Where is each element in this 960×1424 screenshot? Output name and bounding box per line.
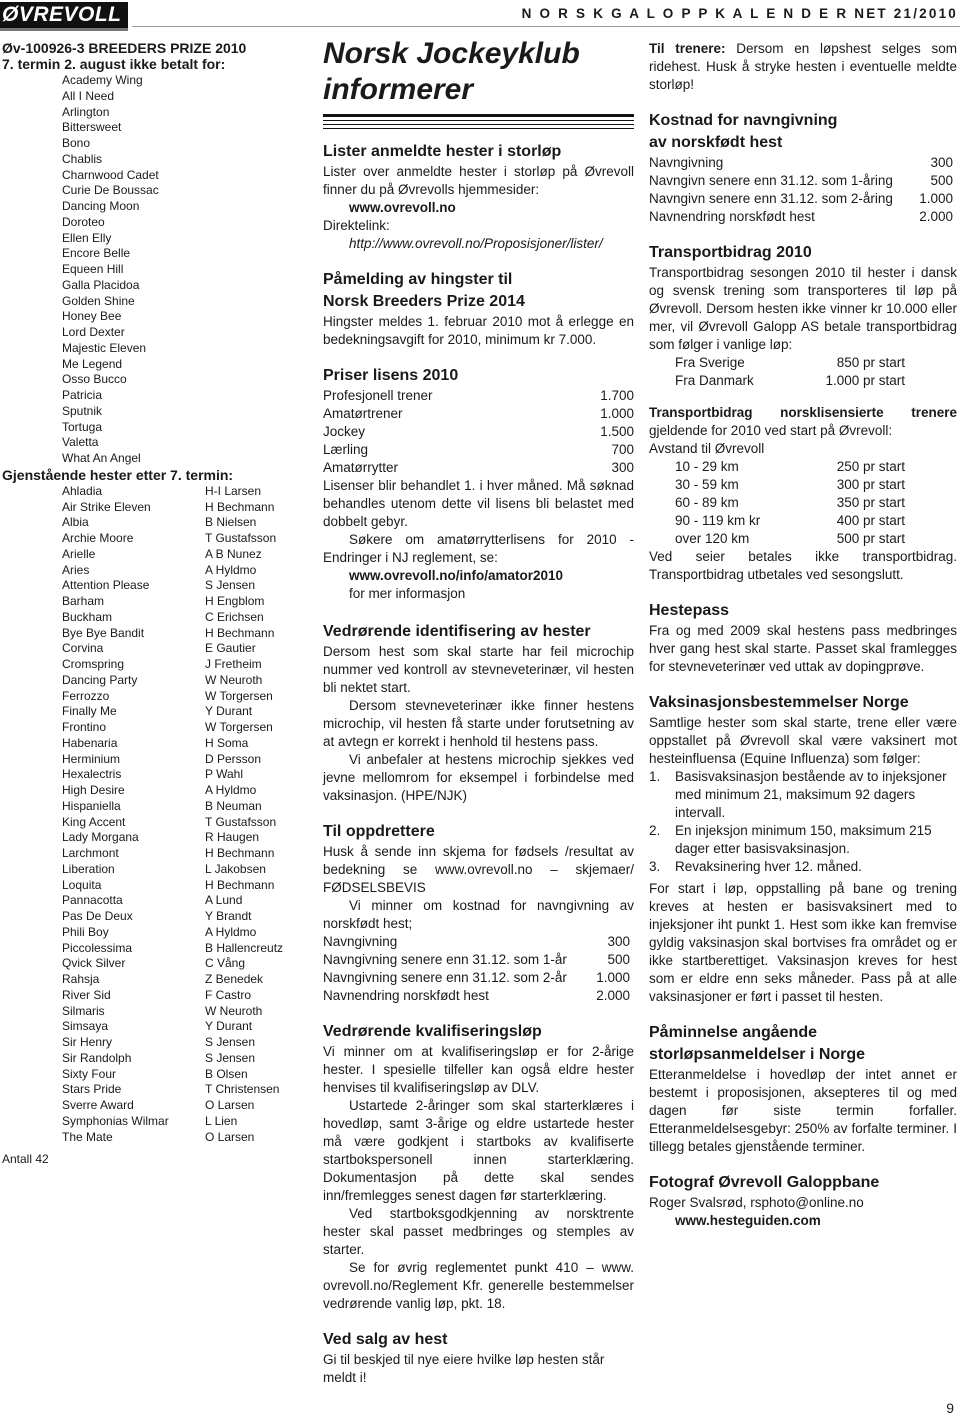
naming-cost-row — [323, 969, 630, 987]
navngivning-heading: Kostnad for navngivning — [649, 112, 838, 129]
section-norsklisens — [649, 404, 957, 584]
lisens-price-row-label: Amatørrytter — [323, 460, 399, 475]
trainer-name-cell: F Castro — [205, 987, 252, 1002]
horse-name-cell: Buckham — [62, 609, 113, 624]
distance-rate-row-value: 500 pr start — [836, 531, 905, 546]
transport-rate-row-value: 850 pr start — [836, 355, 905, 370]
oppdrettere-p1: Husk å sende inn skjema for fødsels /resultat av bedekning se www.ovrevoll.no – skjemaer/ FØDSELSBEVIS — [323, 844, 634, 895]
trainer-name-cell: H Bechmann — [205, 625, 275, 640]
trainer-name-cell: W Neuroth — [205, 672, 263, 687]
naming-fee-row — [649, 154, 953, 172]
naming-fee-row — [649, 172, 953, 190]
page-number: 9 — [946, 1400, 954, 1416]
trainer-name-cell: A Lund — [205, 893, 243, 908]
identifisering-p2: Dersom stevneveterinær ikke finner hestens microchip, vil hesten få starte under forutsetning av at avtegn er korrekt i henhold til hestens pass. — [323, 698, 634, 749]
unpaid-horse-item: Arlington — [62, 104, 110, 119]
section-navngivning — [649, 110, 957, 226]
unpaid-horse-list — [2, 73, 300, 467]
naming-cost-row-label: Navnendring norskfødt hest — [323, 988, 489, 1003]
horse-name-cell: Liberation — [62, 861, 115, 876]
horse-name-cell: Stars Pride — [62, 1082, 122, 1097]
lisens-price-row-value: 1.700 — [600, 388, 634, 403]
lisens-price-row — [323, 441, 634, 459]
lisens-price-row — [323, 423, 634, 441]
unpaid-horse-item: Encore Belle — [62, 246, 131, 261]
horse-name-cell: Cromspring — [62, 657, 125, 671]
section-hestepass — [649, 600, 957, 676]
transport-rate-row-label: Fra Sverige — [675, 355, 745, 370]
identifisering-p3: Vi anbefaler at hestens microchip sjekkes ved jevne mellomrom for eksempel i forbindelse med vaksinasjon. (HPE/NJK) — [323, 752, 634, 803]
brand-logo: ØVREVOLL — [0, 2, 128, 28]
unpaid-horse-item: Chablis — [62, 151, 103, 166]
section-identifisering — [323, 621, 634, 805]
distance-rate-row-value: 350 pr start — [836, 495, 905, 510]
unpaid-horse-item: Sputnik — [62, 403, 103, 418]
trainer-name-cell: B Hallencreutz — [205, 940, 284, 955]
lisens-price-row-label: Profesjonell trener — [323, 388, 433, 403]
naming-fee-table — [649, 154, 957, 226]
distance-rate-table — [649, 458, 905, 548]
remaining-heading: Gjenstående hester etter 7. termin: — [2, 466, 234, 483]
identifisering-heading: Vedrørende identifisering av hester — [323, 623, 591, 640]
kvalifisering-p2: Ustartede 2-åringer som skal starterklæres i hovedløp, samt 3-årige og eldre ustartede hester må være godkjent i startboks av kvalifiserte startbokspersonell innen starterklæring. Dokumentasjon på dette skal sendes inn/fremlegges senest dagen før starterklæring. — [323, 1098, 634, 1203]
trenere-label: Til trenere: — [649, 41, 726, 56]
lister-url[interactable]: www.ovrevoll.no — [349, 200, 456, 215]
distance-rate-row — [675, 476, 905, 494]
navngivning-heading-2: av norskfødt hest — [649, 134, 783, 151]
horse-name-cell: River Sid — [62, 987, 111, 1002]
horse-name-cell: High Desire — [62, 783, 125, 797]
horse-count: Antall 42 — [2, 1152, 49, 1166]
column-info — [649, 40, 957, 1230]
horse-name-cell: Attention Please — [62, 578, 150, 593]
distance-rate-row-label: 10 - 29 km — [675, 459, 739, 474]
trainer-name-cell: B Neuman — [205, 798, 262, 813]
horse-name-cell: King Accent — [62, 814, 126, 829]
unpaid-horse-item: What An Angel — [62, 451, 141, 465]
naming-cost-row-label: Navngivning senere enn 31.12. som 1-år — [323, 952, 567, 967]
transport-rate-row — [675, 354, 905, 372]
trainer-name-cell: S Jensen — [205, 1050, 256, 1065]
lisens-price-row-label: Amatørtrener — [323, 406, 403, 421]
horse-name-cell: Albia — [62, 515, 89, 530]
naming-fee-row-label: Navngivning — [649, 155, 724, 170]
lisens-price-row-value: 1.500 — [600, 424, 634, 439]
section-lister — [323, 141, 634, 253]
distance-rate-row-value: 400 pr start — [836, 513, 905, 528]
naming-fee-row-value: 300 — [930, 155, 953, 170]
unpaid-horse-item: Golden Shine — [62, 293, 135, 308]
unpaid-horse-item: Valetta — [62, 435, 99, 450]
distance-rate-row-label: 90 - 119 km kr — [675, 513, 761, 528]
unpaid-horse-item: Bono — [62, 136, 91, 150]
trainer-name-cell: H Engblom — [205, 594, 265, 608]
trainer-name-cell: Z Benedek — [205, 972, 264, 986]
kvalifisering-p4: Se for øvrig reglementet punkt 410 – www. ovrevoll.no/Reglement Kfr. generelle bestemmelser vedrørende vanlig løp, pkt. 18. — [323, 1260, 634, 1311]
section-lisens — [323, 365, 634, 603]
banner-rule-thin-3 — [323, 128, 634, 129]
naming-cost-row-value: 1.000 — [596, 970, 630, 985]
unpaid-horse-item: Bittersweet — [62, 120, 122, 135]
fotograf-line: Roger Svalsrød, rsphoto@online.no — [649, 1195, 864, 1210]
kvalifisering-heading: Vedrørende kvalifiseringsløp — [323, 1023, 542, 1040]
hestepass-heading: Hestepass — [649, 602, 730, 619]
distance-label: Avstand til Øvrevoll — [649, 441, 765, 456]
naming-cost-row-label: Navngivning senere enn 31.12. som 2-år — [323, 970, 567, 985]
paaminnelse-text: Etteranmeldelse i hovedløp der intet annet er bestemt i proposisjonen, aksepteres til og med dagen før siste termin forfaller. Etteranmeldelsesgebyr: 250% av forfalte terminer. I tillegg betales gjenstående terminer. — [649, 1067, 957, 1154]
trainer-name-cell: H Bechmann — [205, 499, 275, 514]
trainer-name-cell: D Persson — [205, 751, 262, 766]
transport-rate-table — [649, 354, 905, 390]
distance-rate-row — [675, 512, 905, 530]
unpaid-horse-item: Osso Bucco — [62, 372, 127, 387]
horse-name-cell: Sir Randolph — [62, 1050, 132, 1065]
naming-fee-row-value: 1.000 — [919, 191, 953, 206]
horse-name-cell: Phili Boy — [62, 924, 109, 939]
norsklisens-text: Ved seier betales ikke transportbidrag. Transportbidrag utbetales ved sesongslutt. — [649, 549, 957, 582]
unpaid-horse-item: All I Need — [62, 88, 115, 103]
trainer-name-cell: S Jensen — [205, 578, 256, 593]
fotograf-url[interactable]: www.hesteguiden.com — [675, 1213, 821, 1228]
naming-cost-row-value: 300 — [607, 934, 630, 949]
banner-subtitle: informerer — [323, 73, 474, 106]
lisens-price-row-label: Lærling — [323, 442, 369, 457]
naming-cost-row — [323, 933, 630, 951]
unpaid-horse-item: Doroteo — [62, 214, 105, 229]
trainer-name-cell: H Bechmann — [205, 877, 275, 892]
lisens-price-table — [323, 387, 634, 477]
header-rule — [132, 26, 960, 27]
unpaid-horse-item: Dancing Moon — [62, 199, 140, 213]
horse-name-cell: The Mate — [62, 1129, 113, 1144]
trainer-name-cell: A B Nunez — [205, 546, 262, 561]
kvalifisering-p3: Ved startboksgodkjenning av norsktrente hester skal passet medbringes og stemples av starter. — [323, 1206, 634, 1257]
naming-fee-row-label: Navngivn senere enn 31.12. som 1-åring — [649, 173, 893, 188]
horse-name-cell: Rahsja — [62, 972, 100, 986]
section-oppdrettere — [323, 821, 634, 1005]
lisens-text: Lisenser blir behandlet 1. i hver måned. Må søknad behandles utenom dette vil lisens bli belastet med dobbelt gebyr. — [323, 478, 634, 529]
unpaid-horse-item: Majestic Eleven — [62, 340, 147, 355]
section-fotograf — [649, 1172, 957, 1230]
trainer-name-cell: W Neuroth — [205, 1003, 263, 1018]
unpaid-horse-item: Tortuga — [62, 419, 103, 434]
lister-heading: Lister anmeldte hester i storløp — [323, 143, 562, 160]
horse-name-cell: Frontino — [62, 720, 107, 734]
trainer-name-cell: Y Brandt — [205, 909, 252, 923]
horse-name-cell: Silmaris — [62, 1003, 105, 1018]
unpaid-horse-item: Curie De Boussac — [62, 183, 159, 198]
banner-title: Norsk Jockeyklub — [323, 37, 580, 70]
amator-url-note: for mer informasjon — [349, 586, 466, 601]
trainer-name-cell: O Larsen — [205, 1098, 255, 1112]
trainer-name-cell: O Larsen — [205, 1129, 255, 1144]
naming-cost-row — [323, 951, 630, 969]
kvalifisering-p1: Vi minner om at kvalifiseringsløp er for 2-årige hester. I spesielle tilfeller kan også eldre hester henvises til kvalifiseringsløp av DLV. — [323, 1044, 634, 1095]
trainer-name-cell: T Gustafsson — [205, 814, 277, 829]
lisens-price-row-value: 700 — [611, 442, 634, 457]
vaccination-rule-item — [649, 768, 957, 822]
transport-rate-row-value: 1.000 pr start — [825, 373, 905, 388]
paaminnelse-heading: Påminnelse angående — [649, 1024, 818, 1041]
lister-text: Lister over anmeldte hester i storløp på Øvrevoll finner du på Øvrevolls hjemmesider: — [323, 164, 634, 197]
horse-name-cell: Herminium — [62, 751, 121, 766]
horse-name-cell: Ahladia — [62, 483, 103, 498]
horse-name-cell: Lady Morgana — [62, 830, 139, 845]
trainer-name-cell: Y Durant — [205, 1019, 253, 1034]
trainer-name-cell: W Torgersen — [205, 720, 273, 734]
naming-cost-table — [323, 933, 634, 1005]
unpaid-horse-item: Patricia — [62, 388, 103, 402]
banner-rule-thin-2 — [323, 124, 634, 125]
distance-rate-row — [675, 530, 905, 548]
naming-cost-row — [323, 987, 630, 1005]
fotograf-heading: Fotograf Øvrevoll Galoppbane — [649, 1174, 880, 1191]
trainer-name-cell: T Gustafsson — [205, 531, 277, 545]
column-horse-lists — [2, 40, 300, 1145]
naming-cost-row-value: 2.000 — [596, 988, 630, 1003]
trainer-name-cell: L Jakobsen — [205, 861, 266, 876]
vaccination-rule-item — [649, 822, 957, 858]
salg-heading: Ved salg av hest — [323, 1331, 448, 1348]
trenere-note — [649, 40, 957, 94]
vaccination-rule-text: Basisvaksinasjon bestående av to injeksjoner med minimum 21, maksimum 92 dagers intervall. — [675, 769, 947, 820]
unpaid-horse-item: Ellen Elly — [62, 230, 112, 245]
horse-name-cell: Symphonias Wilmar — [62, 1113, 169, 1128]
hingster-heading-2: Norsk Breeders Prize 2014 — [323, 293, 525, 310]
section-vaksinasjon — [649, 692, 957, 1006]
lisens-price-row-label: Jockey — [323, 424, 366, 439]
column-jockeyklub — [323, 36, 634, 1387]
horse-name-cell: Sir Henry — [62, 1035, 113, 1049]
unpaid-horse-item: Honey Bee — [62, 309, 122, 324]
trainer-name-cell: Y Durant — [205, 704, 253, 719]
transport-heading: Transportbidrag 2010 — [649, 244, 812, 261]
logo-underline — [0, 28, 128, 31]
vaksinasjon-text: For start i løp, oppstalling på bane og trening kreves at hesten er basisvaksinert med to injeksjoner iht punkt 1. Hest som ikke kan fremvise gyldig vaksinasjon skal bortvises fra området og er ikke startberettiget. Vaksinasjon kreves for hest som er eldre enn seks måneder. Pass på at alle vaksinasjoner er ført i passet til hesten. — [649, 881, 957, 1004]
lisens-price-row — [323, 459, 634, 477]
remaining-horse-table — [2, 484, 300, 1146]
horse-name-cell: Hexalectris — [62, 767, 122, 782]
trainer-name-cell: H Bechmann — [205, 846, 275, 860]
vaksinasjon-heading: Vaksinasjonsbestemmelser Norge — [649, 694, 909, 711]
trainer-name-cell: R Haugen — [205, 830, 260, 845]
trainer-name-cell: J Fretheim — [205, 657, 262, 671]
norsklisens-heading-rest: gjeldende for 2010 ved start på Øvrevoll: — [649, 423, 893, 438]
distance-rate-row-label: over 120 km — [675, 531, 750, 546]
trainer-name-cell: B Olsen — [205, 1066, 248, 1081]
distance-rate-row — [675, 458, 905, 476]
horse-name-cell: Barham — [62, 594, 105, 608]
horse-name-cell: Pas De Deux — [62, 909, 133, 923]
distance-rate-row-label: 30 - 59 km — [675, 477, 739, 492]
naming-fee-row-value: 2.000 — [919, 209, 953, 224]
horse-name-cell: Archie Moore — [62, 531, 134, 545]
lisens-price-row — [323, 387, 634, 405]
trenere-text: Dersom en løpshest selges som ridehest. Husk å stryke hesten i eventuelle meldte storløp! — [649, 41, 957, 92]
trainer-name-cell: C Erichsen — [205, 609, 264, 624]
naming-cost-row-label: Navngivning — [323, 934, 398, 949]
unpaid-horse-item: Charnwood Cadet — [62, 167, 159, 182]
direct-link-label: Direktelink: — [323, 218, 390, 233]
unpaid-horse-item: Academy Wing — [62, 73, 143, 87]
vaccination-rules-list — [649, 768, 957, 876]
banner-rule-thin — [323, 120, 634, 121]
vaccination-rule-text: En injeksjon minimum 150, maksimum 215 dager etter basisvaksinasjon. — [675, 823, 932, 856]
oppdrettere-p2: Vi minner om kostnad for navngivning av norskfødt hest; — [323, 898, 634, 931]
banner-rule-thick — [323, 114, 634, 117]
amator-url[interactable]: www.ovrevoll.no/info/amator2010 — [349, 568, 564, 583]
section-transport — [649, 242, 957, 390]
section-kvalifisering — [323, 1021, 634, 1313]
unpaid-horse-item: Equeen Hill — [62, 262, 124, 276]
trainer-name-cell: A Hyldmo — [205, 562, 257, 577]
norsklisens-heading: Transportbidrag norsklisensierte trenere — [649, 405, 957, 420]
trainer-name-cell: E Gautier — [205, 641, 256, 656]
section-salg — [323, 1329, 634, 1387]
horse-name-cell: Ferrozzo — [62, 688, 110, 703]
vaccination-rule-text: Revaksinering hver 12. måned. — [675, 859, 862, 874]
horse-name-cell: Bye Bye Bandit — [62, 625, 145, 640]
horse-name-cell: Sverre Award — [62, 1098, 134, 1112]
trainer-name-cell: A Hyldmo — [205, 924, 257, 939]
vaccination-rule-number: 1. — [649, 769, 661, 784]
vaccination-rule-number: 2. — [649, 823, 661, 838]
race-title: Øv-100926-3 BREEDERS PRIZE 2010 — [2, 40, 247, 56]
horse-name-cell: Sixty Four — [62, 1066, 117, 1081]
unpaid-heading: 7. termin 2. august ikke betalt for: — [2, 56, 226, 72]
unpaid-horse-item: Galla Placidoa — [62, 277, 140, 292]
lisens-price-row-value: 300 — [611, 460, 634, 475]
horse-name-cell: Larchmont — [62, 846, 119, 860]
distance-rate-row-value: 300 pr start — [836, 477, 905, 492]
naming-fee-row-label: Navngivn senere enn 31.12. som 2-åring — [649, 191, 893, 206]
distance-rate-row — [675, 494, 905, 512]
salg-text: Gi til beskjed til nye eiere hvilke løp hesten står meldt i! — [323, 1352, 605, 1385]
lisens-text-2: Søkere om amatørrytterlisens for 2010 - Endringer i NJ reglement, se: — [323, 532, 634, 565]
trainer-name-cell: B Nielsen — [205, 515, 257, 530]
distance-rate-row-value: 250 pr start — [836, 459, 905, 474]
horse-name-cell: Arielle — [62, 546, 96, 561]
naming-fee-row — [649, 190, 953, 208]
naming-fee-row — [649, 208, 953, 226]
horse-name-cell: Pannacotta — [62, 893, 123, 908]
horse-name-cell: Corvina — [62, 641, 104, 656]
vaksinasjon-intro: Samtlige hester som skal starte, trene eller være oppstallet på Øvrevoll skal være vaksinert mot hesteinfluensa (Equine Influenza) som følger: — [649, 715, 957, 766]
section-paaminnelse — [649, 1022, 957, 1156]
horse-name-cell: Loquita — [62, 877, 102, 892]
hingster-text: Hingster meldes 1. februar 2010 mot å erlegge en bedekningsavgift for 2010, minimum kr 7.000. — [323, 314, 634, 347]
trainer-name-cell: P Wahl — [205, 767, 244, 782]
trainer-name-cell: S Jensen — [205, 1035, 256, 1049]
distance-rate-row-label: 60 - 89 km — [675, 495, 739, 510]
horse-name-cell: Qvick Silver — [62, 956, 126, 971]
trainer-name-cell: A Hyldmo — [205, 783, 257, 797]
direct-link-url[interactable]: http://www.ovrevoll.no/Proposisjoner/lister/ — [349, 236, 603, 251]
vaccination-rule-item — [649, 858, 957, 876]
horse-name-cell: Aries — [62, 562, 90, 577]
naming-fee-row-value: 500 — [930, 173, 953, 188]
unpaid-horse-item: Lord Dexter — [62, 325, 125, 339]
transport-rate-row-label: Fra Danmark — [675, 373, 754, 388]
horse-name-cell: Finally Me — [62, 704, 117, 719]
vaccination-rule-number: 3. — [649, 859, 661, 874]
identifisering-p1: Dersom hest som skal starte har feil microchip nummer ved kontroll av stevneveterinær, vil hesten bli nektet start. — [323, 644, 634, 695]
section-hingster — [323, 269, 634, 349]
trainer-name-cell: C Vång — [205, 956, 246, 971]
horse-name-cell: Dancing Party — [62, 672, 138, 687]
transport-text: Transportbidrag sesongen 2010 til hester i dansk og svensk trening som transporteres til løp på Øvrevoll. Dersom hesten ikke vinner kr 10.000 eller mer, vil Øvrevoll Galopp AS betale transportbidrag som følger i vanlige løp: — [649, 265, 957, 352]
trainer-name-cell: T Christensen — [205, 1082, 280, 1097]
paaminnelse-heading-2: storløpsanmeldelser i Norge — [649, 1046, 866, 1063]
hingster-heading: Påmelding av hingster til — [323, 271, 513, 288]
trainer-name-cell: H Soma — [205, 735, 249, 750]
lisens-price-row-value: 1.000 — [600, 406, 634, 421]
naming-cost-row-value: 500 — [607, 952, 630, 967]
unpaid-horse-item: Me Legend — [62, 356, 123, 371]
horse-name-cell: Piccolessima — [62, 940, 133, 955]
horse-name-cell: Habenaria — [62, 735, 118, 750]
trainer-name-cell: L Lien — [205, 1113, 238, 1128]
horse-name-cell: Simsaya — [62, 1019, 109, 1034]
horse-name-cell: Hispaniella — [62, 798, 121, 813]
oppdrettere-heading: Til oppdrettere — [323, 823, 435, 840]
trainer-name-cell: W Torgersen — [205, 688, 273, 703]
transport-rate-row — [675, 372, 905, 390]
lisens-heading: Priser lisens 2010 — [323, 367, 459, 384]
horse-name-cell: Air Strike Eleven — [62, 499, 151, 514]
hestepass-text: Fra og med 2009 skal hestens pass medbringes hver gang hest skal starte. Passet skal framlegges for stevneveterinær ved uttak av dopingprøve. — [649, 623, 957, 674]
naming-fee-row-label: Navnendring norskfødt hest — [649, 209, 815, 224]
header-tagline: N O R S K G A L O P P K A L E N D E R NET 21/2010 — [521, 6, 958, 21]
lisens-price-row — [323, 405, 634, 423]
trainer-name-cell: H-I Larsen — [205, 483, 262, 498]
